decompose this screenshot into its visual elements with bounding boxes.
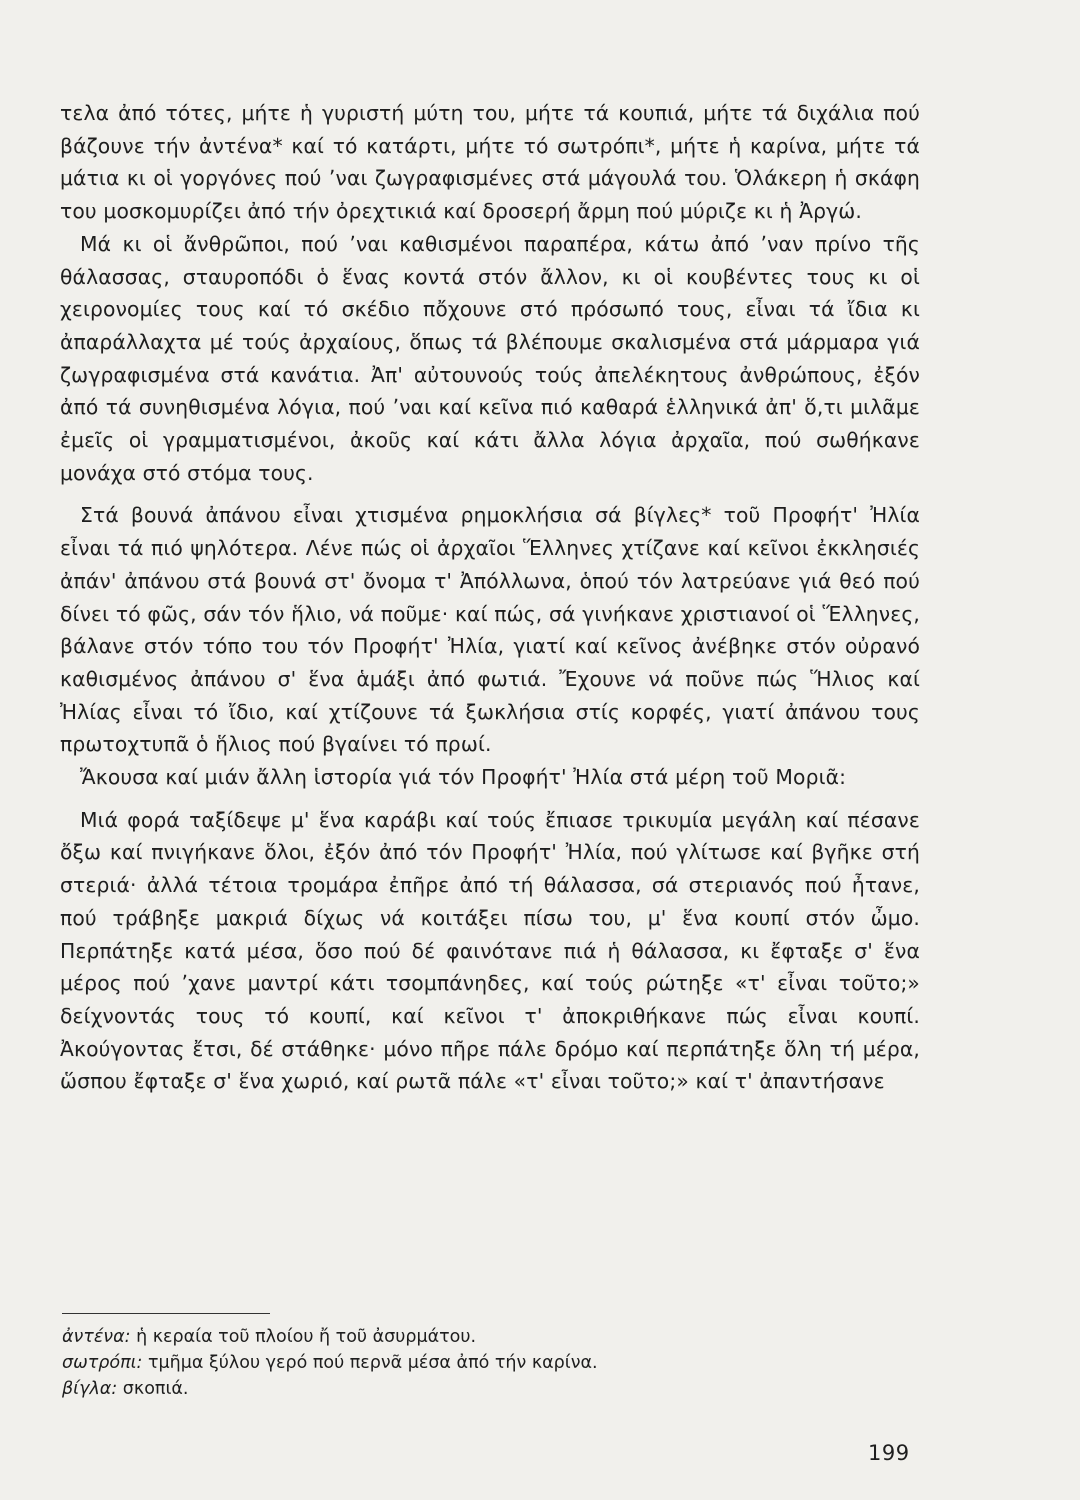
footnotes — [62, 1324, 822, 1402]
footnote-divider — [62, 1313, 270, 1314]
footnote-term: σωτρόπι: — [62, 1353, 143, 1373]
body-text — [60, 97, 920, 1098]
footnote — [62, 1324, 822, 1350]
footnote — [62, 1376, 822, 1402]
paragraph: Μιά φορά ταξίδεψε μ' ἕνα καράβι καί τούς ἔπιασε τρικυμία μεγάλη καί πέσανε ὄξω καί πνιγήκανε ὅλοι, ἐξόν ἀπό τόν Προφήτ' Ἠλία, πού γλίτωσε καί βγῆκε στή στεριά· ἀλλά τέτοια τρομάρα ἐπῆρε ἀπό τή θάλασσα, σά στεριανός πού ἦτανε, πού τράβηξε μακριά δίχως νά κοιτάξει πίσω του, μ' ἕνα κουπί στόν ὦμο. Περπάτηξε κατά μέσα, ὅσο πού δέ φαινότανε πιά ἡ θάλασσα, κι ἔφταξε σ' ἕνα μέρος πού ʼχανε μαντρί κάτι τσομπάνηδες, καί τούς ρώτηξε «τ' εἶναι τοῦτο;» δείχνοντάς τους τό κουπί, καί κεῖνοι τ' ἀποκριθήκανε πώς εἶναι κουπί. Ἀκούγοντας ἔτσι, δέ στάθηκε· μόνο πῆρε πάλε δρόμο καί περπάτηξε ὅλη τή μέρα, ὥσπου ἔφταξε σ' ἕνα χωριό, καί ρωτᾶ πάλε «τ' εἶναι τοῦτο;» καί τ' ἀπαντήσανε — [60, 807, 920, 1094]
footnote-term: ἀντένα: — [62, 1327, 131, 1347]
paragraph: Στά βουνά ἀπάνου εἶναι χτισμένα ρημοκλήσια σά βίγλες* τοῦ Προφήτ' Ἠλία εἶναι τά πιό ψηλότερα. Λένε πώς οἱ ἀρχαῖοι Ἕλληνες χτίζανε καί κεῖνοι ἐκκλησιές ἀπάν' ἀπάνου στά βουνά στ' ὄνομα τ' Ἀπόλλωνα, ὁπού τόν λατρεύανε γιά θεό πού δίνει τό φῶς, σάν τόν ἥλιο, νά ποῦμε· καί πώς, σά γινήκανε χριστιανοί οἱ Ἕλληνες, βάλανε στόν τόπο του τόν Προφήτ' Ἠλία, γιατί καί κεῖνος ἀνέβηκε στόν οὐρανό καθισμένος ἀπάνου σ' ἕνα ἁμάξι ἀπό φωτιά. Ἔχουνε νά ποῦνε πώς Ἥλιος καί Ἠλίας εἶναι τό ἴδιο, καί χτίζουνε τά ξωκλήσια στίς κορφές, γιατί ἀπάνου τους πρωτοχτυπᾶ ὁ ἥλιος πού βγαίνει τό πρωί. — [60, 503, 920, 757]
footnote-term: βίγλα: — [62, 1379, 118, 1399]
footnote-definition: ἡ κεραία τοῦ πλοίου ἤ τοῦ ἀσυρμάτου. — [130, 1327, 477, 1347]
footnote-definition: τμῆμα ξύλου γερό πού περνᾶ μέσα ἀπό τήν καρίνα. — [142, 1353, 598, 1373]
page-number: 199 — [868, 1441, 910, 1465]
paragraph: τελα ἀπό τότες, μήτε ἡ γυριστή μύτη του, μήτε τά κουπιά, μήτε τά διχάλια πού βάζουνε τήν ἀντένα* καί τό κατάρτι, μήτε τό σωτρόπι*, μήτε ἡ καρίνα, μήτε τά μάτια κι οἱ γοργόνες πού ʼναι ζωγραφισμένες στά μάγουλά του. Ὁλάκερη ἡ σκάφη του μοσκομυρίζει ἀπό τήν ὀρεχτικιά καί δροσερή ἄρμη πού μύριζε κι ἡ Ἀργώ. — [60, 101, 920, 224]
footnote-definition: σκοπιά. — [117, 1379, 189, 1399]
footnote — [62, 1350, 822, 1376]
paragraph: Ἄκουσα καί μιάν ἄλλη ἱστορία γιά τόν Προφήτ' Ἠλία στά μέρη τοῦ Μοριᾶ: — [80, 765, 847, 790]
paragraph: Μά κι οἱ ἄνθρῶποι, πού ʼναι καθισμένοι παραπέρα, κάτω ἀπό ʼναν πρίνο τῆς θάλασσας, σταυροπόδι ὁ ἕνας κοντά στόν ἄλλον, κι οἱ κουβέντες τους κι οἱ χειρονομίες τους καί τό σκέδιο πὄχουνε στό πρόσωπό τους, εἶναι τά ἴδια κι ἀπαράλλαχτα μέ τούς ἀρχαίους, ὅπως τά βλέπουμε σκαλισμένα στά μάρμαρα γιά ζωγραφισμένα στά κανάτια. Ἀπ' αὐτουνούς τούς ἀπελέκητους ἀνθρώπους, ἐξόν ἀπό τά συνηθισμένα λόγια, πού ʼναι καί κεῖνα πιό καθαρά ἑλληνικά ἀπ' ὅ,τι μιλᾶμε ἐμεῖς οἱ γραμματισμένοι, ἀκοῦς καί κάτι ἄλλα λόγια ἀρχαῖα, πού σωθήκανε μονάχα στό στόμα τους. — [60, 231, 920, 485]
